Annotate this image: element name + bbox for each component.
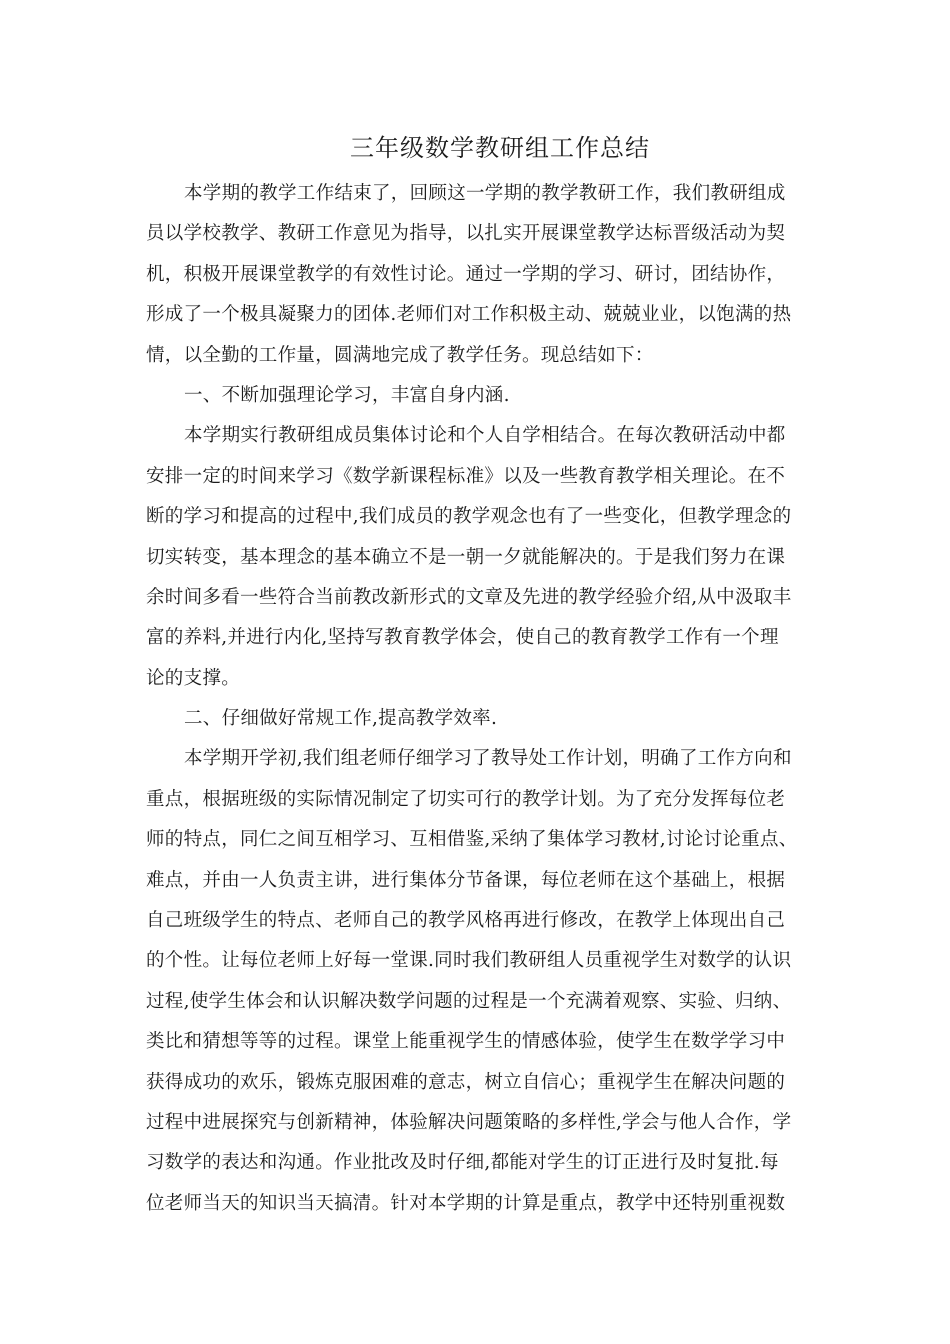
text-line: 类比和猜想等等的过程。课堂上能重视学生的情感体验，使学生在数学学习中 <box>146 1031 786 1053</box>
text-line: 习数学的表达和沟通。作业批改及时仔细,都能对学生的订正进行及时复批.每 <box>146 1152 779 1174</box>
text-line: 师的特点，同仁之间互相学习、互相借鉴,采纳了集体学习教材,讨论讨论重点、 <box>146 829 798 851</box>
text-line: 本学期开学初,我们组老师仔细学习了教导处工作计划，明确了工作方向和 <box>184 748 792 770</box>
text-line: 难点，并由一人负责主讲，进行集体分节备课，每位老师在这个基础上，根据 <box>146 869 786 891</box>
text-line: 过程中进展探究与创新精神，体验解决问题策略的多样性,学会与他人合作，学 <box>146 1111 792 1133</box>
text-line: 安排一定的时间来学习《数学新课程标准》以及一些教育教学相关理论。在不 <box>146 465 786 487</box>
text-line: 本学期实行教研组成员集体讨论和个人自学相结合。在每次教研活动中都 <box>184 425 786 447</box>
text-line: 获得成功的欢乐，锻炼克服困难的意志，树立自信心；重视学生在解决问题的 <box>146 1071 786 1093</box>
text-line: 二、仔细做好常规工作,提高教学效率. <box>184 708 498 730</box>
document-body <box>146 174 836 1224</box>
text-line: 员以学校教学、教研工作意见为指导，以扎实开展课堂教学达标晋级活动为契 <box>146 223 786 245</box>
text-line: 形成了一个极具凝聚力的团体.老师们对工作积极主动、兢兢业业，以饱满的热 <box>146 304 792 326</box>
text-line: 自己班级学生的特点、老师自己的教学风格再进行修改，在教学上体现出自己 <box>146 910 786 932</box>
text-line: 位老师当天的知识当天搞清。针对本学期的计算是重点，教学中还特别重视数 <box>146 1192 786 1214</box>
text-line: 的个性。让每位老师上好每一堂课.同时我们教研组人员重视学生对数学的认识 <box>146 950 792 972</box>
text-line: 过程,使学生体会和认识解决数学问题的过程是一个充满着观察、实验、归纳、 <box>146 990 792 1012</box>
text-line: 情，以全勤的工作量，圆满地完成了教学任务。现总结如下： <box>146 344 654 366</box>
text-line: 富的养料,并进行内化,坚持写教育教学体会，使自己的教育教学工作有一个理 <box>146 627 779 649</box>
text-line: 重点，根据班级的实际情况制定了切实可行的教学计划。为了充分发挥每位老 <box>146 788 786 810</box>
text-line: 本学期的教学工作结束了，回顾这一学期的教学教研工作，我们教研组成 <box>184 183 786 204</box>
document-title: 三年级数学教研组工作总结 <box>350 134 650 162</box>
text-line: 论的支撑。 <box>146 667 241 689</box>
text-line: 一、不断加强理论学习，丰富自身内涵. <box>184 384 510 406</box>
text-line: 余时间多看一些符合当前教改新形式的文章及先进的教学经验介绍,从中汲取丰 <box>146 586 792 608</box>
text-line: 切实转变，基本理念的基本确立不是一朝一夕就能解决的。于是我们努力在课 <box>146 546 786 568</box>
text-line: 断的学习和提高的过程中,我们成员的教学观念也有了一些变化，但教学理念的 <box>146 506 792 528</box>
text-line: 机，积极开展课堂教学的有效性讨论。通过一学期的学习、研讨，团结协作， <box>146 263 786 285</box>
